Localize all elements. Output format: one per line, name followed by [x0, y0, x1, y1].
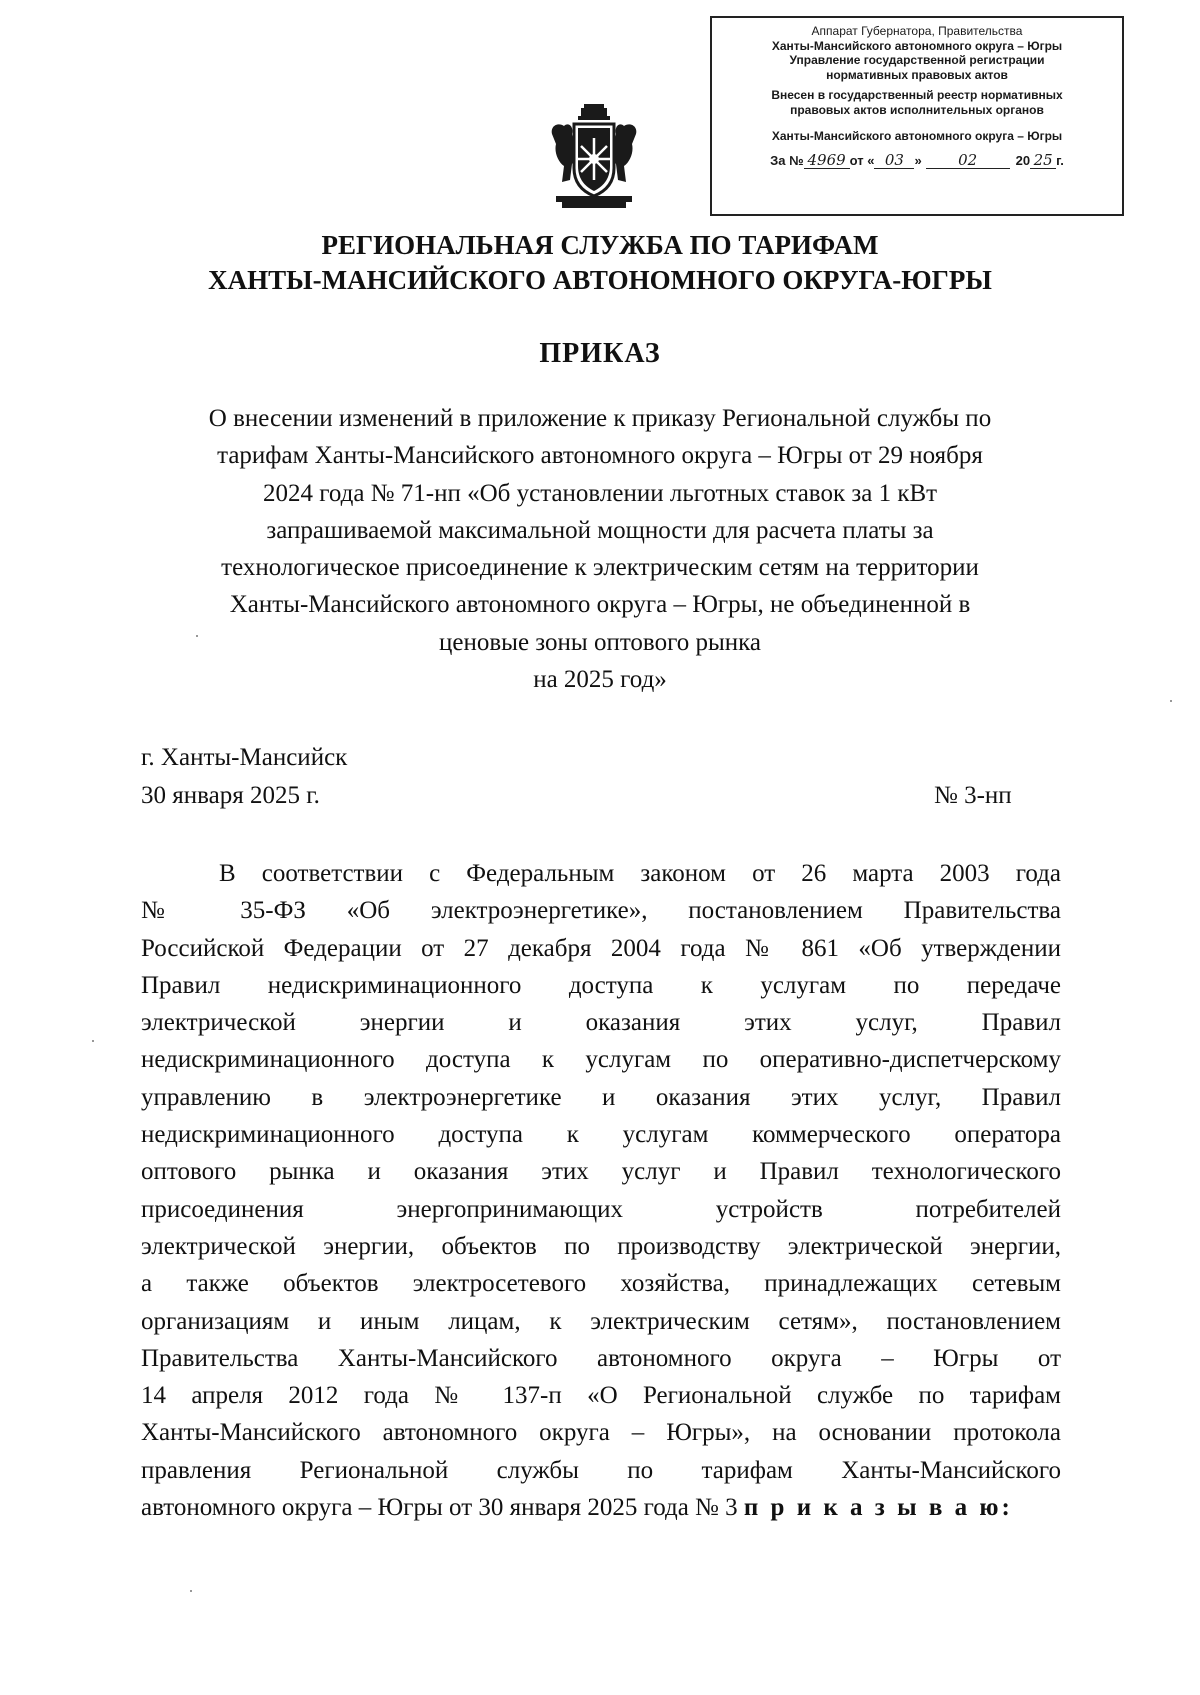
subject-line: ценовые зоны оптового рынка: [439, 628, 761, 656]
stamp-line: нормативных правовых актов: [826, 67, 1008, 82]
document-number: № 3-нп: [934, 782, 1012, 809]
stamp-line: Внесен в государственный реестр нормативных: [771, 88, 1063, 102]
stamp-line: Ханты-Мансийского автономного округа – Югры: [771, 129, 1063, 143]
reg-month: 02: [926, 152, 1010, 169]
subject-line: 2024 года № 71-нп «Об установлении льготных ставок за 1 кВт: [262, 479, 938, 507]
organization-name-line2: ХАНТЫ-МАНСИЙСКОГО АВТОНОМНОГО ОКРУГА-ЮГРЫ: [208, 265, 992, 295]
subject-line: запрашиваемой максимальной мощности для расчета платы за: [266, 516, 934, 544]
body-line: В соответствии с Федеральным законом от 26 марта 2003 года: [219, 860, 1061, 887]
body-line: недискриминационного доступа к услугам коммерческого оператора: [141, 1121, 1061, 1149]
body-line: Правил недискриминационного доступа к услугам по передаче: [141, 971, 1061, 999]
subject-line: Ханты-Мансийского автономного округа – Югры, не объединенной в: [229, 591, 971, 619]
body-line: электрической энергии и оказания этих услуг, Правил: [141, 1009, 1061, 1037]
scan-speck: [190, 1590, 192, 1592]
reg-year-prefix: 20: [1015, 153, 1031, 168]
reg-prefix: За №: [770, 153, 804, 168]
body-line: правления Региональной службы по тарифам Ханты-Мансийского: [141, 1456, 1061, 1484]
stamp-line: правовых актов исполнительных органов: [790, 102, 1044, 117]
body-line: Ханты-Мансийского автономного округа – Югры», на основании протокола: [141, 1419, 1061, 1447]
body-last-text: автономного округа – Югры от 30 января 2025 года № 3: [141, 1494, 738, 1522]
scan-speck: [196, 635, 198, 637]
body-line: организациям и иным лицам, к электрическим сетям», постановлением: [141, 1307, 1061, 1335]
body-line: присоединения энергопринимающих устройств потребителей: [141, 1195, 1061, 1223]
scan-speck: [1170, 700, 1172, 702]
body-line: управлению в электроэнергетике и оказания этих услуг, Правил: [141, 1083, 1061, 1111]
stamp-line: Ханты-Мансийского автономного округа – Югры: [771, 38, 1063, 53]
body-line: недискриминационного доступа к услугам по оперативно-диспетчерскому: [141, 1046, 1061, 1074]
document-date: 30 января 2025 г.: [141, 782, 320, 809]
body-line: электрической энергии, объектов по производству электрической энергии,: [141, 1232, 1061, 1260]
stamp-line: Управление государственной регистрации: [789, 53, 1045, 67]
subject-line: тарифам Ханты-Мансийского автономного округа – Югры от 29 ноября: [217, 442, 983, 470]
body-line: Правительства Ханты-Мансийского автономного округа – Югры от: [141, 1344, 1061, 1372]
stamp-registration-number: [718, 152, 1116, 169]
document-subject: [150, 400, 1050, 698]
reg-day: 03: [874, 152, 914, 169]
order-verb: п р и к а з ы в а ю:: [743, 1494, 1013, 1522]
reg-year-suffix: г.: [1056, 153, 1064, 168]
body-line-last: [141, 1489, 1061, 1526]
subject-line: на 2025 год»: [533, 666, 667, 694]
document-type-title: ПРИКАЗ: [539, 338, 661, 369]
body-line: Российской Федерации от 27 декабря 2004 года № 861 «Об утверждении: [141, 934, 1061, 962]
registration-stamp: [710, 16, 1124, 216]
body-paragraph: [141, 855, 1061, 1526]
reg-from: от «: [849, 153, 875, 168]
reg-year: 25: [1030, 152, 1056, 169]
reg-quote-close: »: [914, 153, 922, 168]
body-line: оптового рынка и оказания этих услуг и Правил технологического: [141, 1158, 1061, 1186]
body-line: а также объектов электросетевого хозяйства, принадлежащих сетевым: [141, 1270, 1061, 1298]
scan-speck: [92, 1040, 94, 1042]
body-line: 14 апреля 2012 года № 137-п «О Региональной службе по тарифам: [141, 1382, 1061, 1410]
body-line: № 35-ФЗ «Об электроэнергетике», постановлением Правительства: [141, 897, 1061, 925]
stamp-line: Аппарат Губернатора, Правительства: [811, 24, 1023, 38]
document-place: г. Ханты-Мансийск: [141, 744, 348, 771]
organization-name-line1: РЕГИОНАЛЬНАЯ СЛУЖБА ПО ТАРИФАМ: [321, 230, 879, 260]
coat-of-arms-emblem: [548, 104, 640, 210]
subject-line: технологическое присоединение к электрическим сетям на территории: [221, 554, 979, 582]
subject-line: О внесении изменений в приложение к приказу Региональной службы по: [208, 405, 992, 432]
reg-number: 4969: [804, 152, 850, 169]
